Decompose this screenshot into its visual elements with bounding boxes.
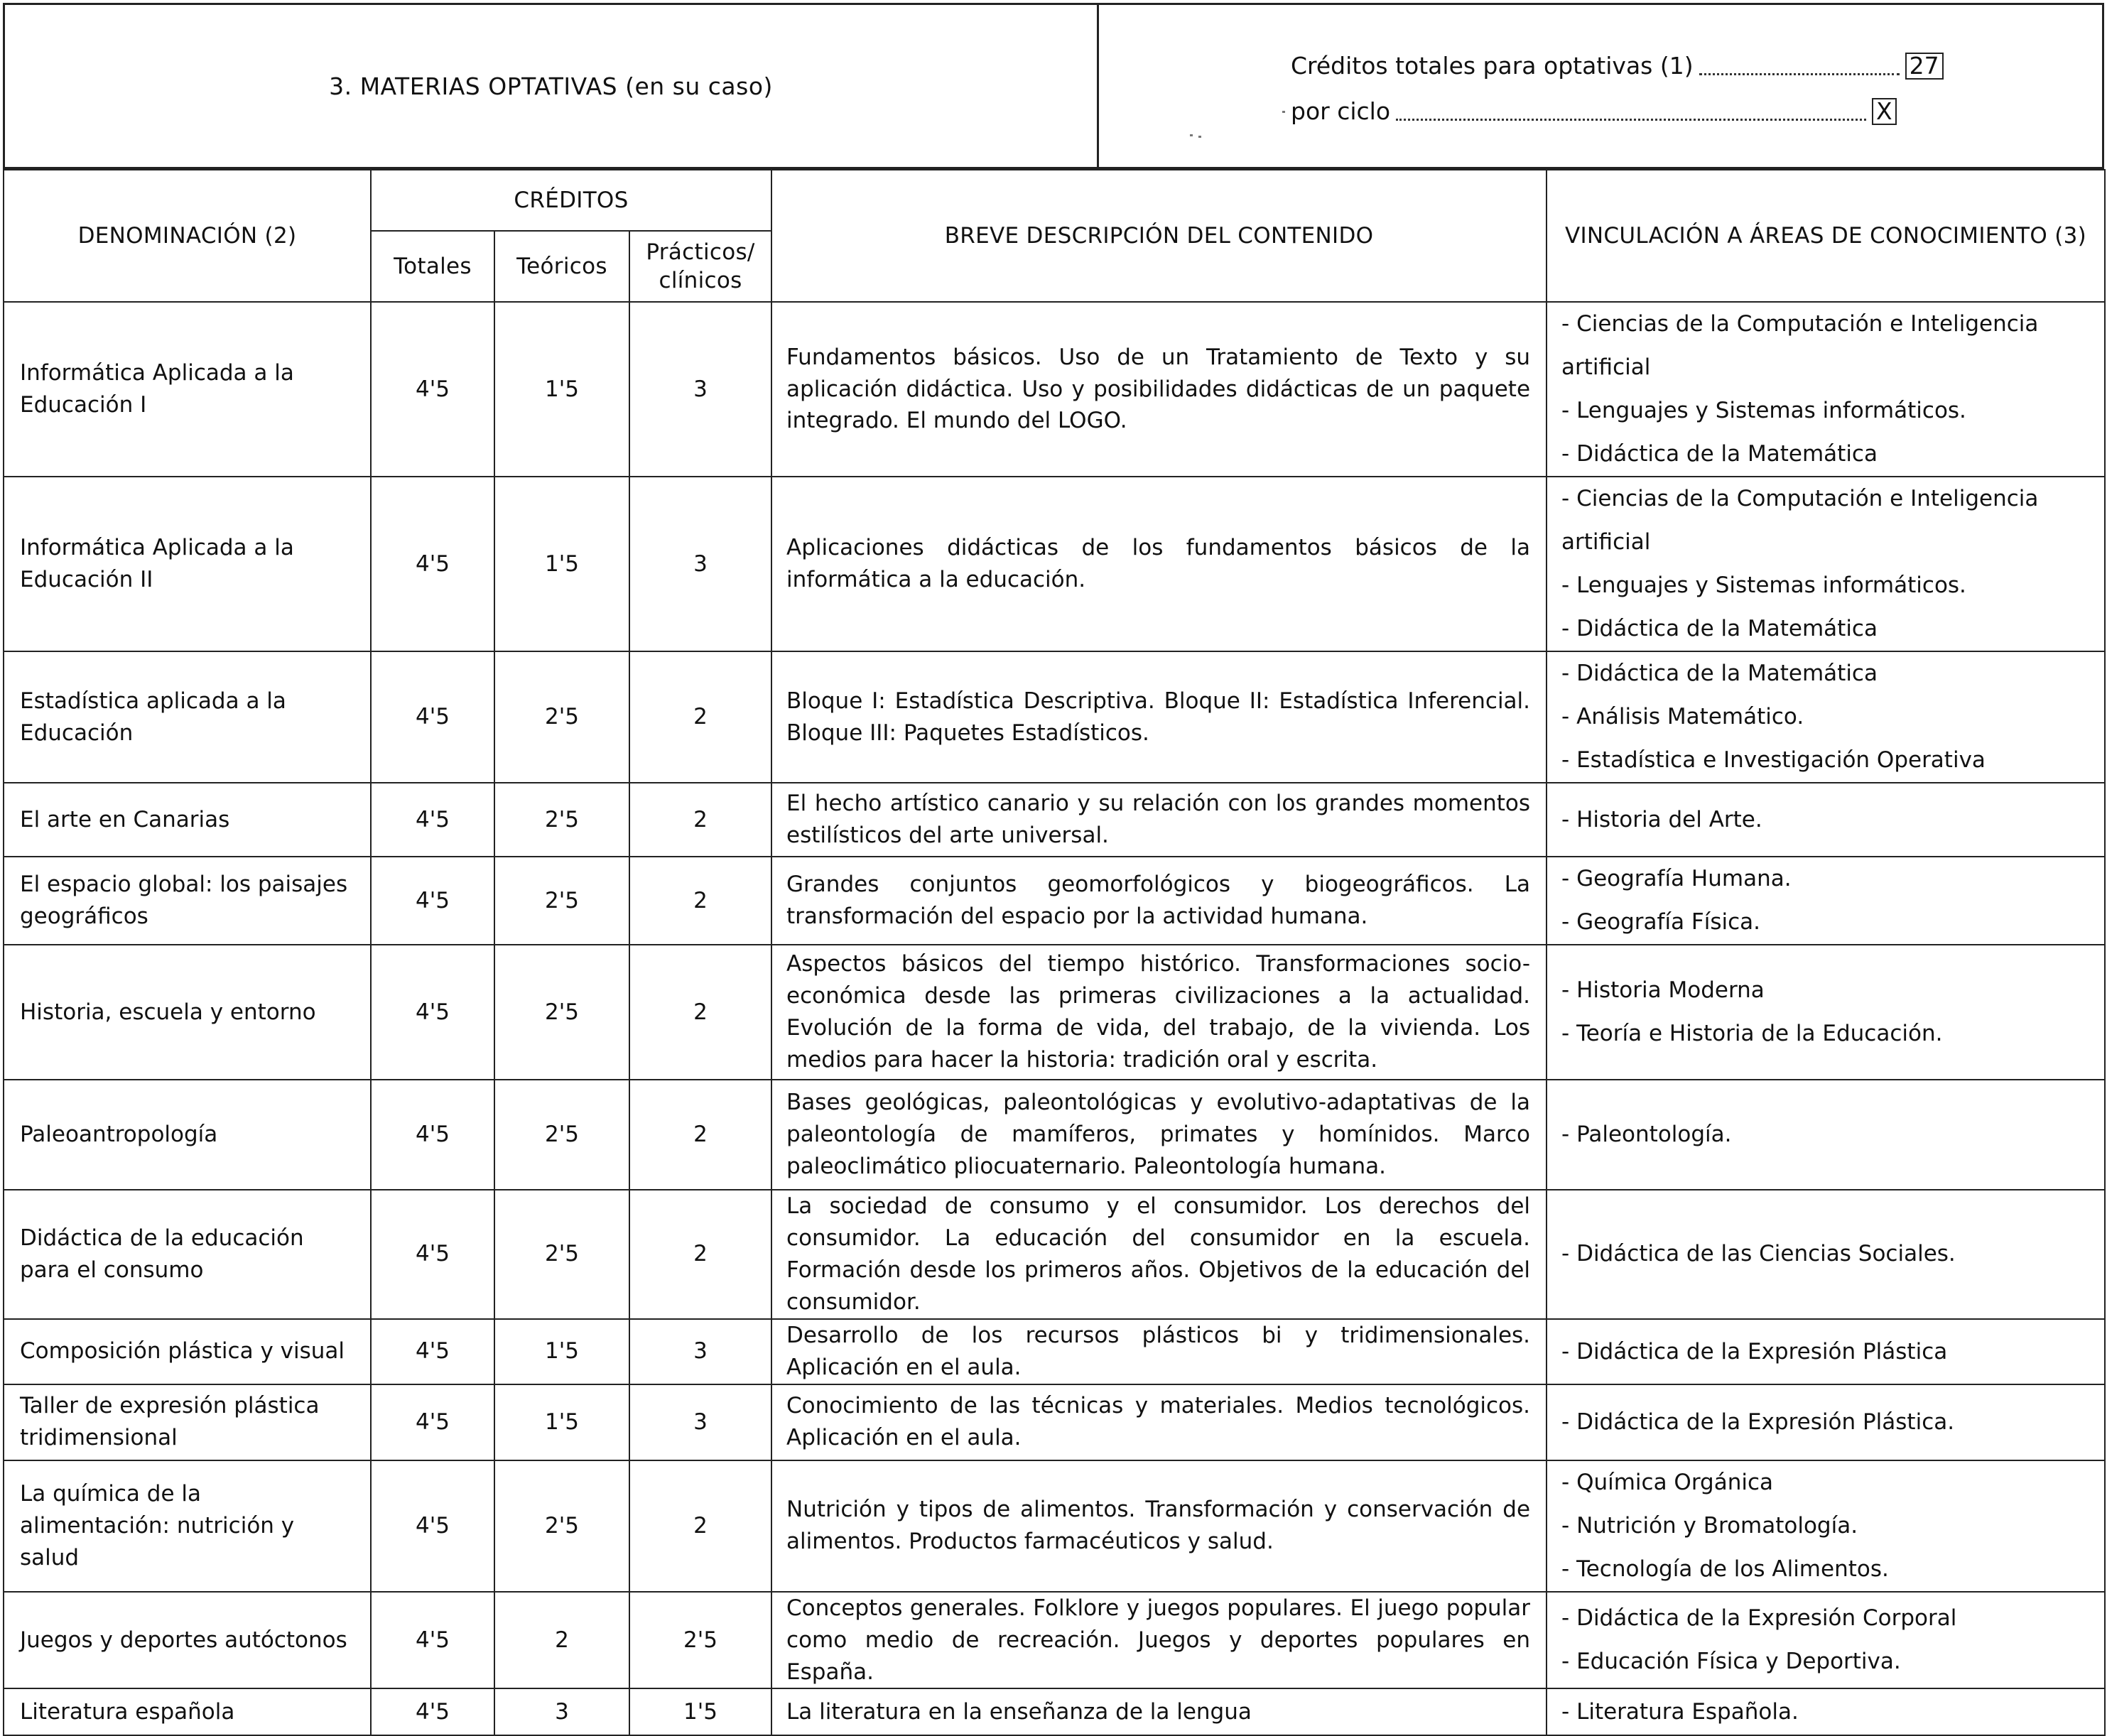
- credits-teoricos: 2'5: [494, 1460, 629, 1592]
- area-item: - Tecnología de los Alimentos.: [1561, 1556, 1889, 1582]
- subject-name: Paleoantropología: [4, 1080, 371, 1190]
- credits-practicos: 2: [629, 1080, 771, 1190]
- subject-name: Juegos y deportes autóctonos: [4, 1592, 371, 1689]
- content-description: La sociedad de consumo y el consumidor. Los derechos del consumidor. La educación del consumidor en la escuela. Formación desde los primeros años. Objetivos de la educación del consumidor.: [771, 1190, 1547, 1319]
- table-row: [4, 783, 2105, 857]
- content-description: Grandes conjuntos geomorfológicos y biogeográficos. La transformación del espacio por la actividad humana.: [771, 857, 1547, 945]
- credits-totales: 4'5: [371, 1688, 494, 1735]
- credits-teoricos: 1'5: [494, 1319, 629, 1384]
- credits-practicos: 2: [629, 651, 771, 783]
- area-item: - Didáctica de las Ciencias Sociales.: [1561, 1241, 1956, 1267]
- knowledge-areas: [1547, 302, 2105, 477]
- credits-teoricos: 2'5: [494, 1190, 629, 1319]
- table-row: [4, 1688, 2105, 1735]
- credits-practicos: 2: [629, 945, 771, 1080]
- knowledge-areas: [1547, 1688, 2105, 1735]
- credits-teoricos: 2'5: [494, 651, 629, 783]
- credits-totales: 4'5: [371, 1319, 494, 1384]
- credits-teoricos: 1'5: [494, 302, 629, 477]
- scan-speck: [1198, 136, 1201, 138]
- credits-practicos: 3: [629, 1384, 771, 1460]
- credits-totales: 4'5: [371, 857, 494, 945]
- subject-name: Taller de expresión plástica tridimensional: [4, 1384, 371, 1460]
- content-description: Nutrición y tipos de alimentos. Transformación y conservación de alimentos. Productos farmacéuticos y salud.: [771, 1460, 1547, 1592]
- subject-name: El espacio global: los paisajes geográficos: [4, 857, 371, 945]
- knowledge-areas: [1547, 1384, 2105, 1460]
- table-row: [4, 1319, 2105, 1384]
- area-item: - Química Orgánica: [1561, 1469, 1774, 1495]
- credits-total-value: 27: [1905, 53, 1944, 80]
- credits-teoricos: 2: [494, 1592, 629, 1689]
- area-item: - Historia del Arte.: [1561, 806, 1762, 832]
- credits-teoricos: 1'5: [494, 477, 629, 651]
- credits-totales: 4'5: [371, 783, 494, 857]
- content-description: La literatura en la enseñanza de la lengua: [771, 1688, 1547, 1735]
- col-practicos: Prácticos/ clínicos: [629, 231, 771, 302]
- knowledge-areas: [1547, 477, 2105, 651]
- subject-name: Composición plástica y visual: [4, 1319, 371, 1384]
- dot-leader: [1396, 102, 1866, 121]
- content-description: El hecho artístico canario y su relación con los grandes momentos estilísticos del arte universal.: [771, 783, 1547, 857]
- credits-cycle-line: [1291, 97, 1897, 125]
- credits-totales: 4'5: [371, 1460, 494, 1592]
- subject-name: Didáctica de la educación para el consumo: [4, 1190, 371, 1319]
- scan-speck: [1282, 111, 1285, 113]
- credits-cycle-value: X: [1872, 98, 1897, 125]
- area-item: - Paleontología.: [1561, 1122, 1732, 1147]
- area-item: - Geografía Humana.: [1561, 866, 1792, 891]
- credits-totales: 4'5: [371, 1080, 494, 1190]
- knowledge-areas: [1547, 945, 2105, 1080]
- credits-summary: [1099, 5, 2102, 167]
- area-item: - Didáctica de la Expresión Plástica.: [1561, 1409, 1955, 1435]
- credits-teoricos: 1'5: [494, 1384, 629, 1460]
- subject-name: El arte en Canarias: [4, 783, 371, 857]
- col-creditos: CRÉDITOS: [371, 170, 771, 231]
- credits-totales: 4'5: [371, 1592, 494, 1689]
- credits-practicos: 2: [629, 857, 771, 945]
- table-row: [4, 857, 2105, 945]
- credits-teoricos: 2'5: [494, 783, 629, 857]
- credits-totales: 4'5: [371, 1384, 494, 1460]
- credits-totales: 4'5: [371, 1190, 494, 1319]
- dot-leader: [1699, 57, 1900, 75]
- area-item: - Teoría e Historia de la Educación.: [1561, 1021, 1943, 1046]
- table-row: [4, 1460, 2105, 1592]
- subject-name: La química de la alimentación: nutrición y salud: [4, 1460, 371, 1592]
- subject-name: Informática Aplicada a la Educación II: [4, 477, 371, 651]
- content-description: Aplicaciones didácticas de los fundamentos básicos de la informática a la educación.: [771, 477, 1547, 651]
- credits-totales: 4'5: [371, 945, 494, 1080]
- content-description: Desarrollo de los recursos plásticos bi y tridimensionales. Aplicación en el aula.: [771, 1319, 1547, 1384]
- credits-totales: 4'5: [371, 651, 494, 783]
- area-item: - Nutrición y Bromatología.: [1561, 1512, 1858, 1539]
- knowledge-areas: [1547, 1080, 2105, 1190]
- credits-practicos: 2: [629, 1460, 771, 1592]
- content-description: Fundamentos básicos. Uso de un Tratamiento de Texto y su aplicación didáctica. Uso y posibilidades didácticas de un paquete integrado. El mundo del LOGO.: [771, 302, 1547, 477]
- area-item: - Ciencias de la Computación e Inteligencia artificial: [1561, 311, 2039, 380]
- area-item: - Didáctica de la Matemática: [1561, 616, 1878, 641]
- col-totales: Totales: [371, 231, 494, 302]
- area-item: - Didáctica de la Expresión Plástica: [1561, 1338, 1948, 1365]
- table-row: [4, 1190, 2105, 1319]
- credits-practicos: 1'5: [629, 1688, 771, 1735]
- table-row: [4, 651, 2105, 783]
- table-row: [4, 1080, 2105, 1190]
- credits-practicos: 3: [629, 1319, 771, 1384]
- content-description: Conocimiento de las técnicas y materiales. Medios tecnológicos. Aplicación en el aula.: [771, 1384, 1547, 1460]
- area-item: - Historia Moderna: [1561, 977, 1765, 1003]
- area-item: - Lenguajes y Sistemas informáticos.: [1561, 398, 1966, 423]
- col-denominacion: DENOMINACIÓN (2): [4, 170, 371, 302]
- area-item: - Literatura Española.: [1561, 1699, 1799, 1725]
- subject-name: Informática Aplicada a la Educación I: [4, 302, 371, 477]
- area-item: - Estadística e Investigación Operativa: [1561, 747, 1986, 773]
- credits-teoricos: 3: [494, 1688, 629, 1735]
- credits-practicos: 3: [629, 302, 771, 477]
- col-descripcion: BREVE DESCRIPCIÓN DEL CONTENIDO: [771, 170, 1547, 302]
- content-description: Conceptos generales. Folklore y juegos populares. El juego popular como medio de recreación. Juegos y deportes populares en España.: [771, 1592, 1547, 1689]
- area-item: - Didáctica de la Expresión Corporal: [1561, 1605, 1957, 1632]
- subject-name: Literatura española: [4, 1688, 371, 1735]
- credits-teoricos: 2'5: [494, 945, 629, 1080]
- area-item: - Geografía Física.: [1561, 909, 1761, 935]
- section-title: 3. MATERIAS OPTATIVAS (en su caso): [5, 5, 1099, 167]
- credits-cycle-label: por ciclo: [1291, 97, 1391, 125]
- content-description: Bases geológicas, paleontológicas y evolutivo-adaptativas de la paleontología de mamíferos, primates y homínidos. Marco paleoclimático pliocuaternario. Paleontología humana.: [771, 1080, 1547, 1190]
- content-description: Aspectos básicos del tiempo histórico. Transformaciones socio-económica desde las primeras civilizaciones a la actualidad. Evolución de la forma de vida, del trabajo, de la vivienda. Los medios para hacer la historia: tradición oral y escrita.: [771, 945, 1547, 1080]
- knowledge-areas: [1547, 1460, 2105, 1592]
- credits-totales: 4'5: [371, 302, 494, 477]
- credits-teoricos: 2'5: [494, 1080, 629, 1190]
- area-item: - Lenguajes y Sistemas informáticos.: [1561, 573, 1966, 598]
- credits-practicos: 2: [629, 1190, 771, 1319]
- knowledge-areas: [1547, 1592, 2105, 1689]
- content-description: Bloque I: Estadística Descriptiva. Bloque II: Estadística Inferencial. Bloque III: Paquetes Estadísticos.: [771, 651, 1547, 783]
- table-row: [4, 477, 2105, 651]
- header-block: [3, 3, 2104, 169]
- knowledge-areas: [1547, 783, 2105, 857]
- credits-totales: 4'5: [371, 477, 494, 651]
- knowledge-areas: [1547, 1190, 2105, 1319]
- area-item: - Educación Física y Deportiva.: [1561, 1649, 1901, 1675]
- credits-practicos: 2'5: [629, 1592, 771, 1689]
- credits-practicos: 3: [629, 477, 771, 651]
- scan-speck: [1190, 134, 1193, 136]
- area-item: - Didáctica de la Matemática: [1561, 661, 1878, 686]
- table-row: [4, 1384, 2105, 1460]
- knowledge-areas: [1547, 1319, 2105, 1384]
- credits-total-label: Créditos totales para optativas (1): [1291, 52, 1694, 80]
- area-item: - Ciencias de la Computación e Inteligencia artificial: [1561, 486, 2039, 555]
- subject-name: Estadística aplicada a la Educación: [4, 651, 371, 783]
- credits-teoricos: 2'5: [494, 857, 629, 945]
- table-row: [4, 1592, 2105, 1689]
- col-vinculacion: VINCULACIÓN A ÁREAS DE CONOCIMIENTO (3): [1547, 170, 2105, 302]
- area-item: - Análisis Matemático.: [1561, 704, 1804, 729]
- table-row: [4, 945, 2105, 1080]
- knowledge-areas: [1547, 857, 2105, 945]
- credits-practicos: 2: [629, 783, 771, 857]
- optativas-table: [3, 169, 2106, 1736]
- knowledge-areas: [1547, 651, 2105, 783]
- credits-total-line: [1291, 52, 1944, 80]
- table-row: [4, 302, 2105, 477]
- area-item: - Didáctica de la Matemática: [1561, 441, 1878, 467]
- col-teoricos: Teóricos: [494, 231, 629, 302]
- subject-name: Historia, escuela y entorno: [4, 945, 371, 1080]
